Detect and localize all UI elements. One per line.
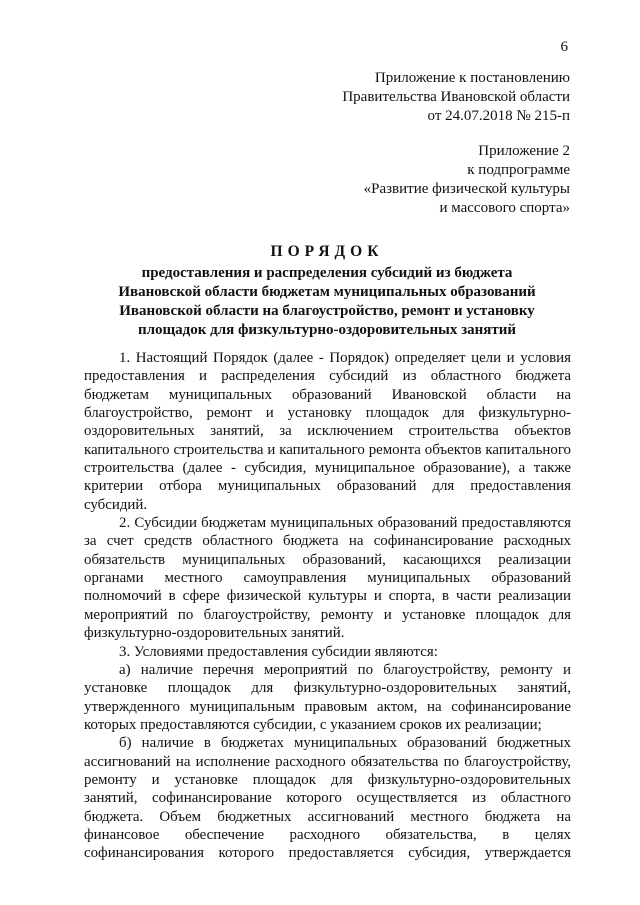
title-subtitle-line: Ивановской области на благоустройство, ремонт и установку <box>119 303 535 319</box>
subprogram-appendix-line: к подпрограмме <box>467 162 570 178</box>
appendix-header-line: Приложение к постановлению <box>374 70 570 86</box>
appendix-header-line: Правительства Ивановской области <box>342 89 570 105</box>
document-body <box>84 349 571 863</box>
subprogram-appendix-header <box>364 142 570 218</box>
document-title <box>84 242 570 340</box>
paragraph-2: 2. Субсидии бюджетам муниципальных образований предоставляются за счет средств областного бюджета на софинансирование расходных обязательств муниципальных образований, касающихся реализации органами местного самоуправления муниципальных образований полномочий в сфере физической культуры и спорта, в части реализации мероприятий по благоустройству, ремонту и установке площадок для физкультурно-оздоровительных занятий. <box>84 515 571 642</box>
appendix-header <box>342 69 570 126</box>
title-subtitle-line: предоставления и распределения субсидий из бюджета <box>141 265 513 281</box>
title-subtitle-line: Ивановской области бюджетам муниципальных образований <box>118 284 536 300</box>
page-number: 6 <box>560 39 568 55</box>
paragraph-4: а) наличие перечня мероприятий по благоустройству, ремонту и установке площадок для физкультурно-оздоровительных занятий, утвержденного муниципальным правовым актом, на софинансирование которых предоставляются субсидии, с указанием сроков их реализации; <box>84 661 571 733</box>
title-subtitle-line: площадок для физкультурно-оздоровительных занятий <box>137 322 517 338</box>
subprogram-appendix-line: Приложение 2 <box>478 143 570 159</box>
paragraph-5: б) наличие в бюджетах муниципальных образований бюджетных ассигнований на исполнение расходного обязательства по благоустройству, ремонту и установке площадок для физкультурно-оздоровительных занятий, софинансирование которого осуществляется из областного бюджета. Объем бюджетных ассигнований местного бюджета на финансовое обеспечение расходного обязательства, в целях софинансирования которого предоставляется субсидия, утверждается <box>84 735 571 862</box>
subprogram-appendix-line: и массового спорта» <box>439 200 570 216</box>
appendix-header-line: от 24.07.2018 № 215-п <box>427 108 570 124</box>
paragraph-1: 1. Настоящий Порядок (далее - Порядок) определяет цели и условия предоставления и распределения субсидий из областного бюджета бюджетам муниципальных образований Ивановской области на благоустройство, ремонт и установку площадок для физкультурно-оздоровительных занятий, за исключением строительства объектов капитального строительства и капитального ремонта объектов капитального строительства (далее - субсидия, муниципальное образование), а также критерии отбора муниципальных образований для предоставления субсидий. <box>84 350 571 513</box>
paragraph-3: 3. Условиями предоставления субсидии являются: <box>119 643 438 660</box>
subprogram-appendix-line: «Развитие физической культуры <box>363 181 570 197</box>
title-word: ПОРЯДОК <box>270 243 384 260</box>
